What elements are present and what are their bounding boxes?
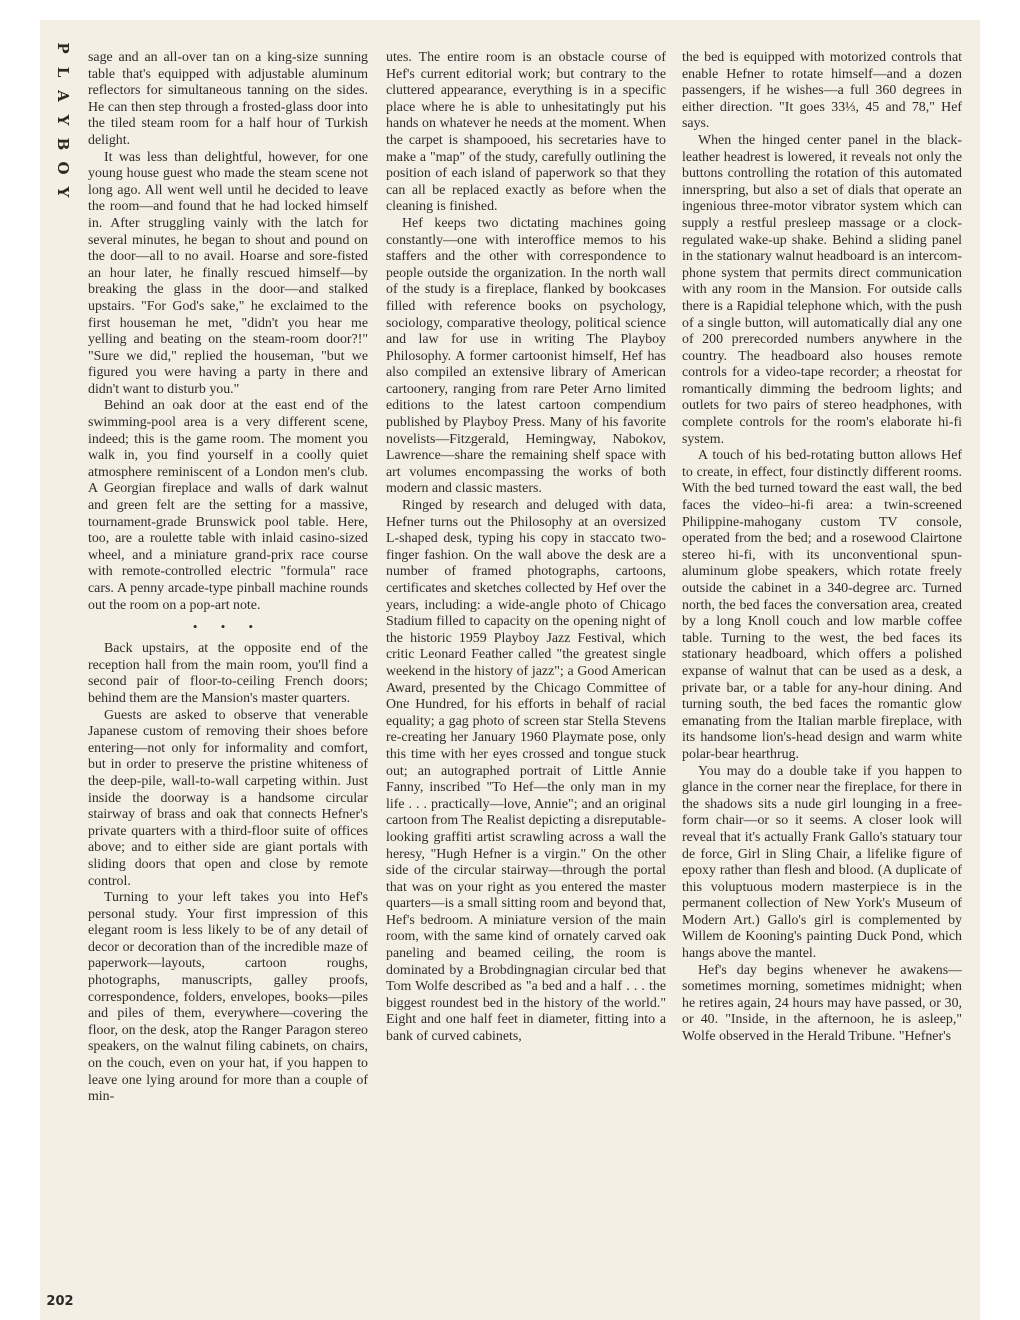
logo-letter: Y [54, 114, 72, 126]
magazine-page [40, 20, 980, 1320]
logo-letter: L [54, 66, 72, 78]
vertical-magazine-logo [52, 36, 74, 204]
body-paragraph: A touch of his bed-rotating button allows Hef to create, in effect, four distinctly different rooms. With the bed turned toward the east wall, the bed faces the video–hi-fi area: a twin-screened Philippine-mahogany custom TV console, operated from the bed; and a rosewood Clairtone stereo hi-fi, with its unconventional spun-aluminum globe speakers, which rotate freely outside the cabinet in a 340-degree arc. Turned north, the bed faces the conversation area, created by a long Knoll couch and low marble coffee table. Turning to the west, the bed faces its stationary headboard, which offers a polished expanse of walnut that can be used as a desk, a private bar, or a table for any-hour dining. And turning south, the bed faces the romantic glow emanating from the Italian marble fireplace, with its handsome lion's-head design and warm white polar-bear hearthrug. [682, 448, 962, 762]
body-paragraph: sage and an all-over tan on a king-size sunning table that's equipped with adjustable aluminum reflectors for simultaneous tanning on the sides. He can then step through a frosted-glass door into the tiled steam room for a half hour of Turkish delight. [88, 50, 368, 148]
body-paragraph: When the hinged center panel in the black-leather headrest is lowered, it reveals not only the buttons controlling the rotation of this automated innerspring, but also a set of dials that operate an ingenious three-motor vibrator system which can supply a restful presleep massage or a clock-regulated wake-up shake. Behind a sliding panel in the stationary walnut headboard is an intercom-phone system that permits direct communication with any room in the Mansion. For outside calls there is a Rapidial telephone which, with the push of a single button, will automatically dial any one of 200 prerecorded numbers anywhere in the country. The headboard also houses remote controls for a video-tape recorder; a rheostat for romantically dimming the bedroom lights; and outlets for two pairs of stereo headphones, with complete controls for the room's elaborate hi-fi system. [682, 132, 962, 447]
text-column-3 [682, 50, 962, 1310]
body-paragraph: Turning to your left takes you into Hef's personal study. Your first impression of this elegant room is less likely to be of any detail of decor or decoration than of the incredible maze of paperwork—layouts, cartoon roughs, photographs, manuscripts, galley proofs, correspondence, folders, envelopes, books—piles and piles of them, everywhere—covering the floor, on the desk, atop the Ranger Paragon stereo speakers, on the walnut filing cabinets, on chairs, on the couch, even on your hat, if you happen to leave one lying around for more than a couple of min- [88, 890, 368, 1105]
body-paragraph: You may do a double take if you happen to glance in the corner near the fireplace, for there in the shadows sits a nude girl lounging in a free-form chair—or so it seems. A closer look will reveal that it's actually Frank Gallo's statuary tour de force, Girl in Sling Chair, a lifelike figure of epoxy rather than flesh and blood. (A duplicate of this voluptuous modern masterpiece is in the permanent collection of New York's Museum of Modern Art.) Gallo's girl is complemented by Willem de Kooning's painting Duck Pond, which hangs above the mantel. [682, 763, 962, 962]
logo-letter: A [54, 90, 72, 102]
body-paragraph: the bed is equipped with motorized controls that enable Hefner to rotate himself—and a dozen passengers, if he wishes—a full 360 degrees in either direction. "It goes 33⅓, 45 and 78," Hef says. [682, 50, 962, 132]
text-column-1 [88, 50, 368, 1310]
logo-letter: P [54, 42, 72, 54]
logo-letter: O [54, 161, 72, 175]
section-break: • • • [192, 619, 264, 635]
logo-letter: B [54, 137, 72, 151]
body-paragraph: utes. The entire room is an obstacle course of Hef's current editorial work; but contrary to the cluttered appearance, everything is in a specific place where he is able to unhesitatingly put his hands on whatever he needs at the moment. When the carpet is shampooed, his secretaries have to make a "map" of the study, carefully outlining the position of each island of paperwork so that they can all be replaced exactly as before when the cleaning is finished. [386, 50, 666, 215]
text-column-2 [386, 50, 666, 1310]
body-paragraph: Behind an oak door at the east end of the swimming-pool area is a very different scene, indeed; this is the game room. The moment you walk in, you find yourself in a coolly quiet atmosphere reminiscent of a London men's club. A Georgian fireplace and walls of dark walnut and green felt are the setting for a massive, tournament-grade Brunswick pool table. Here, too, are a roulette table with inlaid casino-sized wheel, and a miniature grand-prix race course with remote-controlled electric "formula" race cars. A penny arcade-type pinball machine rounds out the room on a pop-art note. [88, 398, 368, 613]
body-paragraph: Back upstairs, at the opposite end of the reception hall from the main room, you'll find a second pair of floor-to-ceiling French doors; behind them are the Mansion's master quarters. [88, 641, 368, 706]
body-paragraph: Hef keeps two dictating machines going constantly—one with interoffice memos to his staffers and the other with correspondence to people outside the organization. In the north wall of the study is a fireplace, flanked by bookcases filled with reference books on psychology, sociology, comparative theology, political science and law for use in writing The Playboy Philosophy. A former cartoonist himself, Hef has also compiled an extensive library of American cartoonery, ranging from rare Peter Arno limited editions to the latest cartoon compendium published by Playboy Press. Many of his favorite novelists—Fitzgerald, Hemingway, Nabokov, Lawrence—share the remaining shelf space with art volumes encompassing the works of both modern and classic masters. [386, 215, 666, 497]
logo-letter: Y [54, 186, 72, 198]
page-number: 202 [46, 1294, 74, 1309]
body-paragraph: Ringed by research and deluged with data, Hefner turns out the Philosophy at an oversized L-shaped desk, typing his copy in staccato two-finger fashion. On the wall above the desk are a number of framed photographs, cartoons, certificates and sketches collected by Hef over the years, including: a wide-angle photo of Chicago Stadium filled to capacity on the opening night of the historic 1959 Playboy Jazz Festival, which critic Leonard Feather called "the greatest single weekend in the history of jazz"; a Good American Award, presented by the Chicago Committee of One Hundred, for his efforts in behalf of racial equality; a gag photo of screen star Stella Stevens re-creating her January 1960 Playmate pose, only this time with her eyes crossed and tongue stuck out; an autographed portrait of Little Annie Fanny, inscribed "To Hef—the only man in my life . . . practically—love, Annie"; and an original cartoon from The Realist depicting a disreputable-looking graffiti artist scrawling across a wall the heresy, "Hugh Hefner is a virgin." On the other side of the circular stairway—through the portal that was on your right as you entered the master quarters—is a small sitting room and beyond that, Hef's bedroom. A miniature version of the main room, with the same kind of ornately carved oak paneling and beamed ceiling, the room is dominated by a Brobdingnagian circular bed that Tom Wolfe described as "a bed and a half . . . the biggest roundest bed in the history of the world." Eight and one half feet in diameter, fitting into a bank of curved cabinets, [386, 498, 666, 1045]
body-paragraph: Hef's day begins whenever he awakens—sometimes morning, sometimes midnight; when he retires again, 24 hours may have passed, or 30, or 40. "Inside, in the afternoon, he is asleep," Wolfe observed in the Herald Tribune. "Hefner's [682, 962, 962, 1045]
body-paragraph: It was less than delightful, however, for one young house guest who made the steam scene not long ago. All went well until he decided to leave the room—and found that he had locked himself in. After struggling vainly with the latch for several minutes, he began to shout and pound on the door—all to no avail. Hoarse and sore-fisted an hour later, he finally rescued himself—by breaking the glass in the door—and stalked upstairs. "For God's sake," he exclaimed to the first houseman he met, "didn't you hear me yelling and beating on the steam-room door?!" "Sure we did," replied the houseman, "but we figured you were having a party in there and didn't want to disturb you." [88, 149, 368, 397]
body-paragraph: Guests are asked to observe that venerable Japanese custom of removing their shoes before entering—not only for informality and comfort, but in order to preserve the pristine whiteness of the deep-pile, wall-to-wall carpeting within. Just inside the doorway is a handsome circular stairway of brass and oak that connects Hefner's private quarters with a third-floor suite of offices above; and to either side are giant portals with sliding doors that open and close by remote control. [88, 707, 368, 889]
